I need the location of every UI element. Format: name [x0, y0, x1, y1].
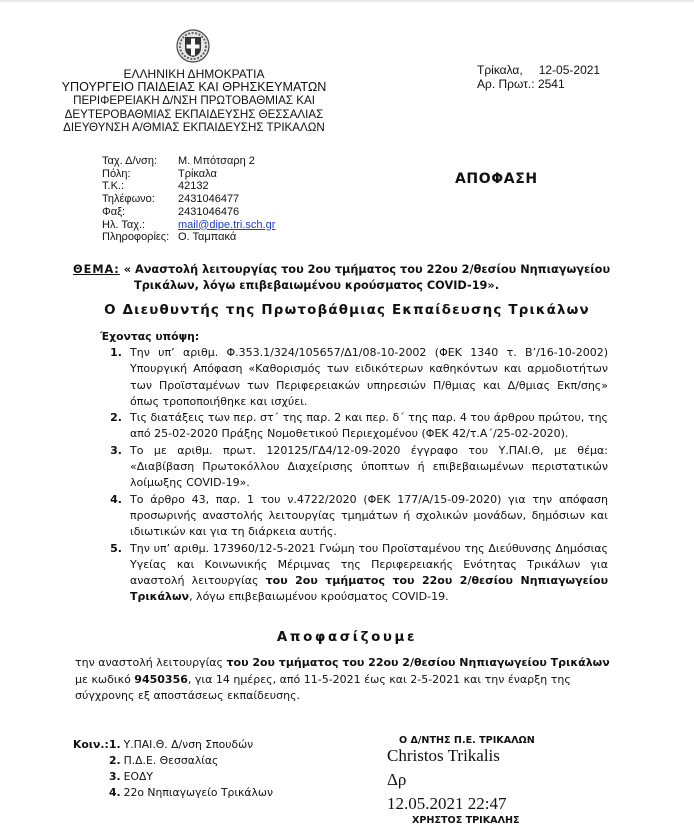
director-heading: Ο Διευθυντής της Πρωτοβάθμιας Εκπαίδευσης Τρικάλων [104, 303, 590, 318]
contact-row-fax [102, 206, 275, 219]
item-text: Το άρθρο 43, παρ. 1 του ν.4722/2020 (ΦΕΚ 177/Α/15-09-2020) για την απόφαση προσωρινής αναστολής λειτουργίας τμημάτων ή σχολικών μονάδων, δημόσιων και ιδιωτικών και για τη διάρκεια αυτής. [130, 492, 608, 539]
list-item [100, 492, 608, 541]
authority-line: ΔΙΕΥΘΥΝΣΗ Α/ΘΜΙΑΣ ΕΚΠΑΙΔΕΥΣΗΣ ΤΡΙΚΑΛΩΝ [63, 120, 325, 134]
contact-value: Μ. Μπότσαρη 2 [178, 155, 255, 167]
item-number: 3. [110, 443, 122, 457]
contact-label: Τηλέφωνο: [102, 193, 155, 206]
decision-part: , για 14 ημέρες, από 11-5-2021 έως και 2-5-2021 και την έναρξη της [187, 672, 571, 686]
contact-row-address [102, 155, 275, 168]
list-item [100, 541, 608, 606]
considerations-list [100, 345, 608, 606]
contact-label: Τ.Κ.: [102, 180, 125, 193]
subject [73, 262, 610, 294]
list-item [100, 345, 608, 410]
list-item [100, 443, 608, 492]
contact-row-postcode [102, 180, 275, 193]
decision-part: την αναστολή λειτουργίας [75, 656, 227, 669]
contact-label: Ηλ. Ταχ.: [102, 218, 146, 231]
authority-line: ΥΠΟΥΡΓΕΙΟ ΠΑΙΔΕΙΑΣ ΚΑΙ ΘΡΗΣΚΕΥΜΑΤΩΝ [61, 80, 327, 95]
decision-part: σύγχρονης εξ αποστάσεως εκπαίδευσης. [75, 689, 301, 703]
document-date: 12-05-2021 [538, 63, 601, 77]
protocol-label: Αρ. Πρωτ.: [477, 77, 535, 91]
decision-bold: του 2ου τμήματος του 22ου 2/θεσίου Νηπιαγωγείου Τρικάλων [226, 656, 610, 669]
digital-signature-name: Christos Trikalis [387, 746, 500, 765]
item-number: 2. [110, 411, 122, 425]
item-number: 1. [109, 738, 121, 751]
item-number: 4. [110, 492, 122, 506]
item-text [130, 541, 608, 606]
authority-line: ΕΛΛΗΝΙΚΗ ΔΗΜΟΚΡΑΤΙΑ [123, 67, 265, 81]
item-text: Την υπ’ αριθμ. Φ.353.1/324/105657/Δ1/08-10-2002 (ΦΕΚ 1340 τ. Β’/16-10-2002) Υπουργική Απόφαση «Καθορισμός των ειδικότερων καθηκόντων και αρμοδιοτήτων των Προϊσταμένων των Περιφερειακών υπηρεσιών Π/θμιας και Δ/θμιας Εκπ/σης» όπως τροποποιήθηκε και ισχύει. [130, 346, 608, 408]
authority-line: ΠΕΡΙΦΕΡΕΙΑΚΗ Δ/ΝΣΗ ΠΡΩΤΟΒΑΘΜΙΑΣ ΚΑΙ [73, 94, 315, 108]
contact-row-phone [102, 193, 275, 206]
document-meta [477, 63, 600, 91]
contact-value: Τρίκαλα [178, 167, 217, 180]
school-code: 9450356 [134, 672, 188, 686]
decision-part: με κωδικό [75, 672, 135, 686]
contact-row-email [102, 219, 275, 232]
distribution-item: Π.Δ.Ε. Θεσσαλίας [123, 754, 219, 767]
document-type: ΑΠΟΦΑΣΗ [455, 171, 538, 187]
contact-row-info [102, 231, 275, 244]
digital-signature-timestamp: 12.05.2021 22:47 [387, 794, 507, 813]
contact-value: 2431046477 [178, 193, 240, 206]
distribution-item: ΕΟΔΥ [123, 770, 153, 783]
contact-row-city [102, 168, 275, 181]
contact-label: Ταχ. Δ/νση: [102, 155, 158, 167]
page-top-edge [0, 0, 694, 3]
contact-label: Πόλη: [102, 167, 131, 180]
contact-value: Ο. Ταμπακά [178, 231, 237, 244]
item-number: 2. [109, 754, 121, 767]
greek-coat-of-arms-icon [176, 29, 210, 63]
distribution-item: 22ο Νηπιαγωγείο Τρικάλων [123, 786, 273, 799]
list-item [100, 410, 608, 443]
item-number: 5. [110, 541, 122, 555]
distribution-list [73, 737, 273, 801]
distribution-item: Υ.ΠΑΙ.Θ. Δ/νση Σπουδών [123, 738, 254, 751]
subject-label: ΘΕΜΑ: [73, 263, 120, 276]
decision-heading: Αποφασίζουμε [276, 630, 418, 645]
subject-line: Τρικάλων, λόγω επιβεβαιωμένου κρούσματος COVID-19». [134, 279, 500, 292]
signatory-name: ΧΡΗΣΤΟΣ ΤΡΙΚΑΛΗΣ [412, 815, 520, 826]
distribution-label: Κοιν.: [73, 738, 109, 751]
item-text: Τις διατάξεις των περ. στ΄ της παρ. 2 και περ. δ΄ της παρ. 4 του άρθρου πρώτου, της από 25-02-2020 Πράξης Νομοθετικού Περιεχομένου (ΦΕΚ 42/τ.Α΄/25-02-2020). [130, 411, 608, 441]
considering-label: Έχοντας υπόψη: [100, 330, 200, 343]
contact-value: 42132 [178, 180, 209, 193]
item-number: 4. [109, 786, 121, 799]
authority-line: ΔΕΥΤΕΡΟΒΑΘΜΙΑΣ ΕΚΠΑΙΔΕΥΣΗΣ ΘΕΣΣΑΛΙΑΣ [64, 107, 324, 121]
contact-label: Πληροφορίες: [102, 231, 170, 244]
issuing-authority [40, 68, 348, 134]
digital-signature-title: Δρ [387, 770, 407, 789]
contact-block [102, 155, 275, 244]
signatory-title: Ο Δ/ΝΤΗΣ Π.Ε. ΤΡΙΚΑΛΩΝ [399, 735, 535, 746]
item-text-bold: του 2ου τμήματος του 22ου 2/θεσίου Νηπιαγωγείου Τρικάλων [130, 574, 609, 604]
subject-line: « Αναστολή λειτουργίας του 2ου τμήματος του 22ου 2/θεσίου Νηπιαγωγείου [123, 263, 611, 276]
item-text: Το με αριθμ. πρωτ. 120125/ΓΔ4/12-09-2020 έγγραφο του Υ.ΠΑΙ.Θ, με θέμα: «Διαβίβαση Πρωτοκόλλου Διαχείρισης ύποπτων ή επιβεβαιωμένων περιστατικών λοίμωξης COVID-19». [130, 443, 608, 490]
email-link[interactable]: mail@dipe.tri.sch.gr [178, 218, 276, 231]
place-label: Τρίκαλα, [477, 63, 523, 77]
protocol-number: 2541 [537, 77, 565, 91]
item-number: 1. [110, 346, 122, 359]
decision-text [75, 655, 615, 705]
item-number: 3. [109, 770, 121, 783]
contact-label: Φαξ: [102, 205, 126, 218]
item-text-part: Την υπ’ αριθμ. 173960/12-5-2021 Γνώμη του Προϊσταμένου της Διεύθυνσης Δημόσιας Υγείας και Κοινωνικής Μέριμνας της Περιφερειακής Ενότητας Τρικάλων για αναστολή λειτουργίας [130, 541, 608, 588]
contact-value: 2431046476 [178, 205, 240, 218]
item-text-part: , λόγω επιβεβαιωμένου κρούσματος COVID-19. [189, 590, 449, 604]
